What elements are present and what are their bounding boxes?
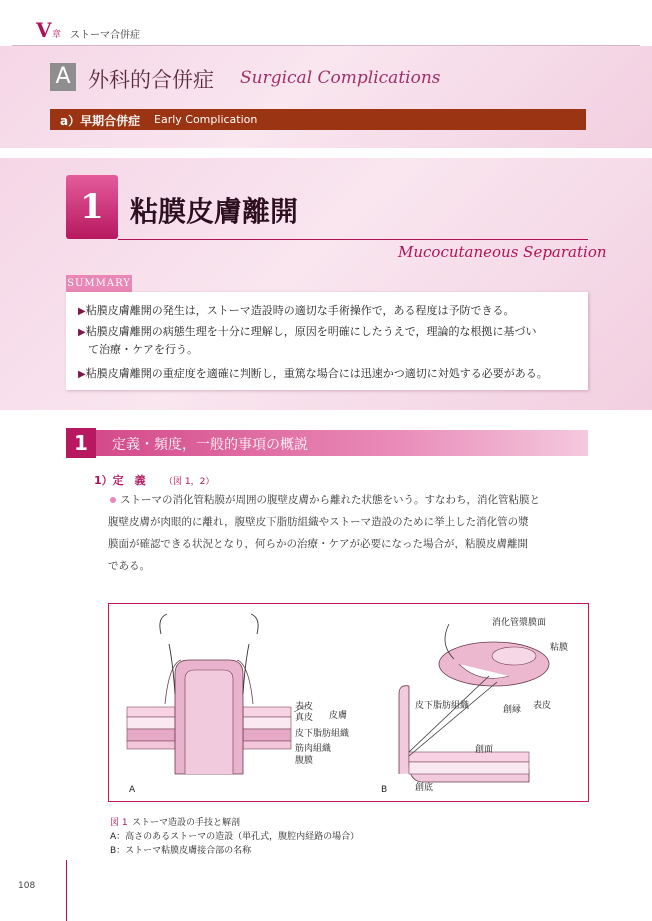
topic-number: 1 [66,175,118,239]
title-rule [118,239,588,240]
subsection-title-en: Early Complication [154,113,258,126]
label-wound-base: 創底 [415,783,434,793]
summary-item [78,365,578,384]
section-a-title: 外科的合併症 [88,68,214,92]
label-wound-surface: 創面 [475,745,494,755]
page-title-en: Mucocutaneous Separation [398,243,607,261]
section-a-band [0,46,652,148]
section-a-letter: A [50,63,76,91]
summary-tag: SUMMARY [66,275,132,292]
body-line: である。 [108,560,150,572]
label-dermis: 真皮 [295,713,314,723]
label-skin: 皮膚 [329,711,348,721]
summary-item [78,302,578,321]
page-margin-rule [66,860,67,921]
label-epidermis: 表皮 [295,702,314,712]
panel-a-label: A [129,785,136,795]
body-line: ストーマの消化管粘膜が周囲の腹壁皮膚から離れた状態をいう。すなわち，消化管粘膜と [120,494,540,506]
bullet-arrow-icon: ▶ [78,327,86,338]
chapter-numeral: V [36,18,52,42]
body-line: 腹壁皮膚が肉眼的に離れ，腹壁皮下脂肪組織やストーマ造設のために挙上した消化管の漿 [108,516,529,528]
label-fat: 皮下脂肪組織 [295,729,350,739]
summary-text: 粘膜皮膚離開の発生は，ストーマ造設時の適切な手術操作で，ある程度は予防できる。 [85,304,515,317]
summary-text: て治療・ケアを行う。 [88,343,198,356]
section-a-title-en: Surgical Complications [240,68,441,88]
panel-b-label: B [381,785,388,795]
figure-caption-title: ストーマ造設の手技と解剖 [132,818,241,828]
bullet-arrow-icon: ▶ [78,306,86,317]
body-line: 膜面が確認できる状況となり，何らかの治療・ケアが必要になった場合が，粘膜皮膚離開 [108,538,528,550]
chapter-title: ストーマ合併症 [70,30,140,41]
figure-frame [108,603,589,802]
figure-caption-a: A：高さのあるストーマの造設（単孔式，腹腔内経路の場合） [110,832,360,842]
section-number: 1 [66,428,96,458]
definition-figure-ref: （図 1，2） [164,477,215,487]
label-serosa: 消化管漿膜面 [492,618,547,628]
section-title: 定義・頻度，一般的事項の概説 [112,437,308,453]
definition-heading: 1）定 義 [94,474,146,487]
label-fat-b: 皮下脂肪組織 [415,701,470,711]
panel-a-diagram [127,614,309,774]
summary-item [78,323,578,342]
figure-caption-label: 図 1 [110,818,128,828]
label-muscle: 筋肉組織 [295,744,332,754]
page-title: 粘膜皮膚離開 [130,195,299,228]
page-number: 108 [18,881,36,891]
label-mucosa: 粘膜 [550,643,569,653]
label-peritoneum: 腹膜 [295,756,314,766]
chapter-suffix: 章 [52,30,62,40]
summary-text: 粘膜皮膚離開の病態生理を十分に理解し，原因を明確にしたうえで，理論的な根拠に基づい [85,325,537,338]
summary-box [66,292,588,390]
figure-caption-b: B：ストーマ粘膜皮膚接合部の名称 [110,846,252,856]
bullet-arrow-icon: ▶ [78,369,86,380]
label-wound-edge: 創縁 [503,705,522,715]
summary-text: 粘膜皮膚離開の重症度を適確に判断し，重篤な場合には迅速かつ適切に対処する必要がある。 [85,367,548,380]
label-epidermis-b: 表皮 [533,701,552,711]
bullet-dot-icon [110,497,116,503]
summary-item-continuation [88,341,588,359]
subsection-title: a）早期合併症 [60,114,141,128]
